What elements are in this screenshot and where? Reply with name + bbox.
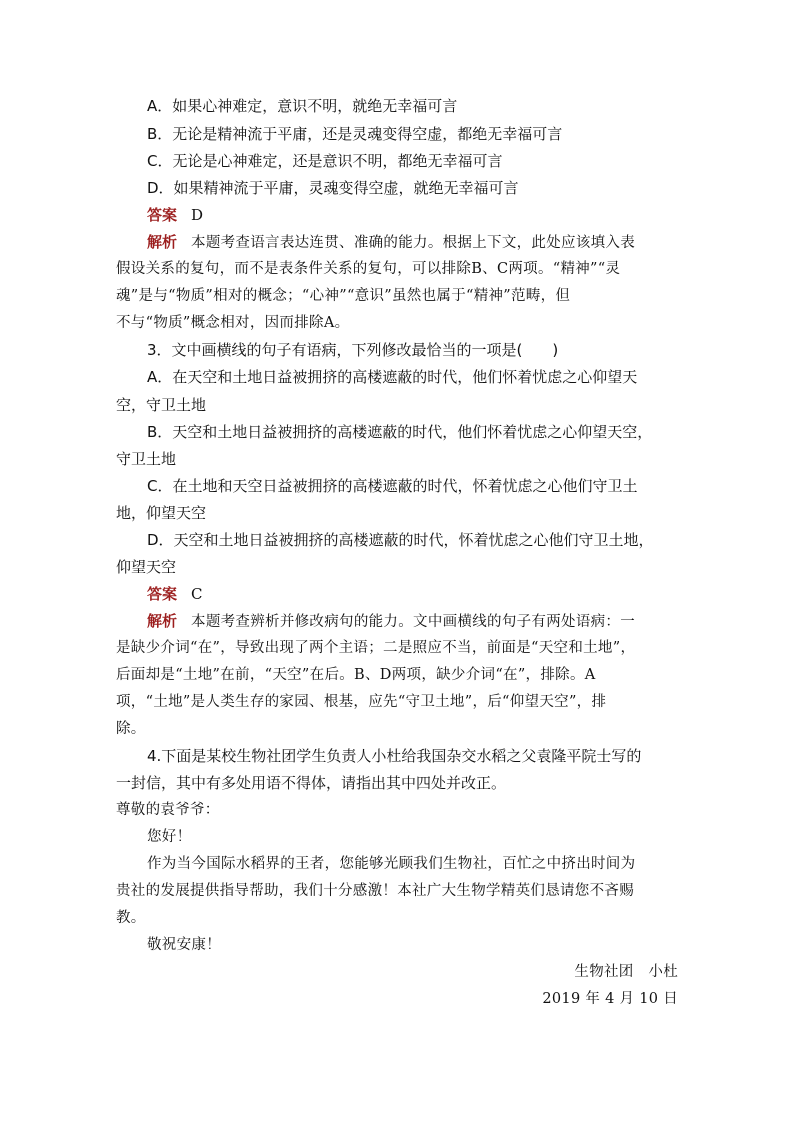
letter-signature: 生物社团 小杜 [574,964,678,980]
letter-body-line-3: 教。 [116,910,146,926]
q2-analysis-line-1 [147,232,635,253]
letter-body-line-1: 作为当今国际水稻界的王者，您能够光顾我们生物社，百忙之中挤出时间为 [147,856,636,872]
letter-closing: 敬祝安康！ [147,937,221,953]
answer-label: 答案 [147,585,178,603]
answer-value: D [191,206,204,224]
q2-answer [147,205,203,225]
analysis-text: 本题考查语言表达连贯、准确的能力。根据上下文，此处应该填入表 [191,235,636,251]
q3-analysis-line-3: 后面却是“土地”在前，“天空”在后。B、D两项，缺少介词“在”，排除。A [116,667,596,683]
letter-salutation: 尊敬的袁爷爷： [116,802,220,818]
q3-option-c-line-2: 地，仰望天空 [116,504,207,522]
q2-option-a: A．如果心神难定，意识不明，就绝无幸福可言 [147,97,458,115]
q3-option-d-line-1: D．天空和土地日益被拥挤的高楼遮蔽的时代，怀着忧虑之心他们守卫土地， [147,531,654,549]
q3-analysis-line-2: 是缺少介词“在”，导致出现了两个主语；二是照应不当，前面是“天空和土地”， [116,640,636,656]
q2-analysis-line-4: 不与“物质”概念相对，因而排除A。 [116,315,350,331]
q3-analysis-line-1 [147,611,635,632]
q3-analysis-line-4: 项，“土地”是人类生存的家园、根基，应先“守卫土地”，后“仰望天空”，排 [116,694,607,710]
q3-stem: 3．文中画横线的句子有语病，下列修改最恰当的一项是( ) [147,341,559,359]
q3-answer [147,584,203,604]
q3-option-a-line-1: A．在天空和土地日益被拥挤的高楼遮蔽的时代，他们怀着忧虑之心仰望天 [147,368,638,386]
q3-option-c-line-1: C．在土地和天空日益被拥挤的高楼遮蔽的时代，怀着忧虑之心他们守卫土 [147,477,638,495]
q3-option-b-line-1: B．天空和土地日益被拥挤的高楼遮蔽的时代，他们怀着忧虑之心仰望天空， [147,423,653,441]
letter-date: 2019 年 4 月 10 日 [542,991,678,1007]
analysis-label: 解析 [147,612,178,630]
letter-body-line-2: 贵社的发展提供指导帮助，我们十分感激！本社广大生物学精英们恳请您不吝赐 [116,883,634,899]
q3-analysis-line-5: 除。 [116,721,146,737]
q2-option-d: D．如果精神流于平庸，灵魂变得空虚，就绝无幸福可言 [147,179,519,197]
q2-option-b: B．无论是精神流于平庸，还是灵魂变得空虚，都绝无幸福可言 [147,125,563,143]
q3-option-d-line-2: 仰望天空 [116,558,177,576]
letter-greeting: 您好！ [147,829,192,845]
q4-stem-line-1: 4.下面是某校生物社团学生负责人小杜给我国杂交水稻之父袁隆平院士写的 [147,747,642,765]
q2-analysis-line-2: 假设关系的复句，而不是表条件关系的复句，可以排除B、C两项。“精神”“灵 [116,261,621,277]
analysis-text: 本题考查辨析并修改病句的能力。文中画横线的句子有两处语病：一 [191,614,636,630]
answer-label: 答案 [147,206,178,224]
q3-option-b-line-2: 守卫土地 [116,450,177,468]
q3-option-a-line-2: 空，守卫土地 [116,396,207,414]
q4-stem-line-2: 一封信，其中有多处用语不得体，请指出其中四处并改正。 [116,774,507,792]
q2-analysis-line-3: 魂”是与“物质”相对的概念；“心神”“意识”虽然也属于“精神”范畴，但 [116,288,571,304]
q2-option-c: C．无论是心神难定，还是意识不明，都绝无幸福可言 [147,152,503,170]
analysis-label: 解析 [147,233,178,251]
answer-value: C [191,585,203,603]
